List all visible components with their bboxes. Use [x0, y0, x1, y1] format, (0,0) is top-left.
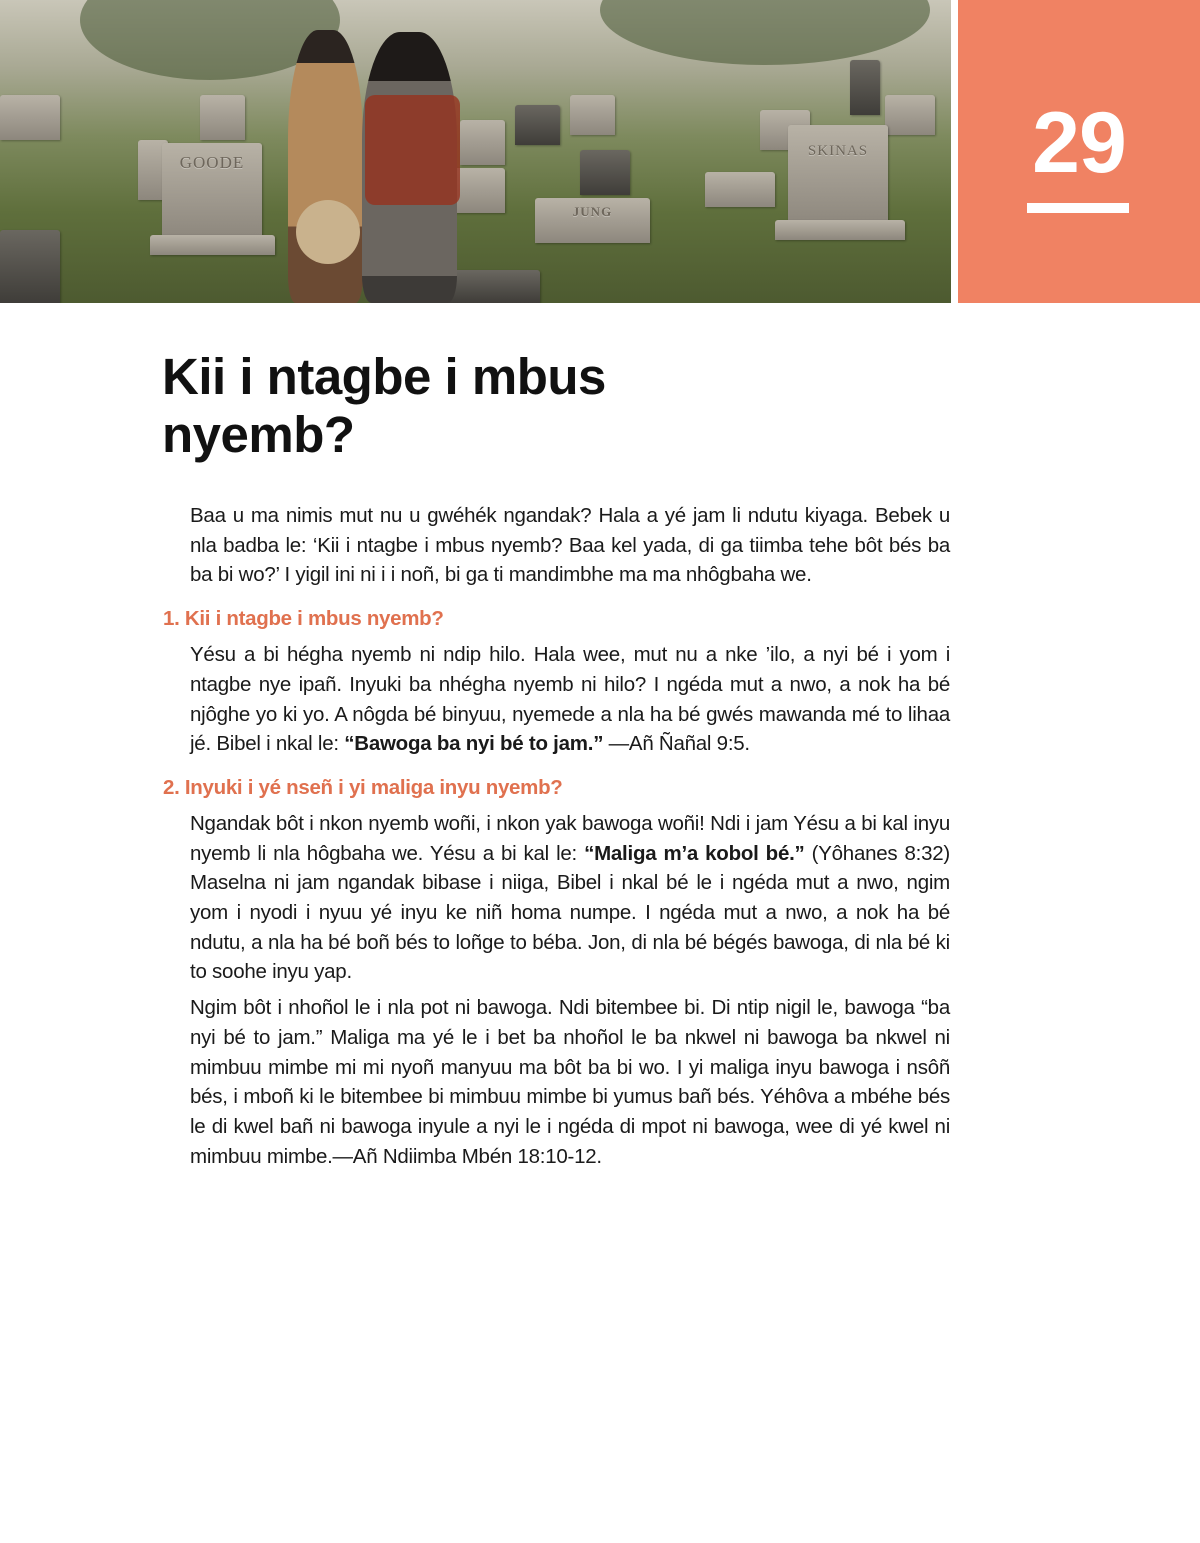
section-heading: 2. Inyuki i yé nseñ i yi maliga inyu nyemb?	[163, 775, 563, 799]
headstone	[200, 95, 245, 140]
headstone-goode	[162, 143, 262, 238]
red-shawl	[365, 95, 460, 205]
text: (Yôhanes 8:32) Maselna ni jam ngandak bibase i niiga, Bibel i nkal bé le i ngéda mut a nwo, ngim yom i nyodi i nyuu yé inyu ke niñ homa numpe. I ngéda mut a nwo, a nok ha bé ndutu, a nla ha bé boñ bés to loñge to béba. Jon, di nla bé bégés bawoga, di nla bé ki to soohe inyu yap.	[190, 841, 950, 984]
section-paragraph	[190, 640, 950, 759]
headstone-base	[775, 220, 905, 240]
headstone-base	[150, 235, 275, 255]
lesson-number-badge	[958, 0, 1200, 303]
text: Yésu a bi hégha nyemb ni ndip hilo. Hala wee, mut nu a nke ’ilo, a nyi bé i yom i ntagbe nye ipañ. Inyuki ba nhégha nyemb ni hilo? I ngéda mut a nwo, a nok ha bé njôghe yo ki yo. A nôgda bé binyuu, nyemede a nla ha bé gwés mawanda mé to lihaa jé. Bibel i nkal le:	[190, 643, 950, 756]
headstone	[570, 95, 615, 135]
scripture-reference[interactable]: —Añ Ñañal 9:5.	[603, 732, 750, 756]
text: Ngandak bôt i nkon nyemb woñi, i nkon yak bawoga woñi! Ndi i jam Yésu a bi kal inyu nyemb li nla hôgbaha we. Yésu a bi kal le:	[190, 811, 950, 865]
scripture-quote: “Maliga m’a kobol bé.”	[584, 841, 805, 865]
cover-photo-cemetery	[0, 0, 951, 303]
section-heading: 1. Kii i ntagbe i mbus nyemb?	[163, 607, 444, 631]
headstone	[580, 150, 630, 195]
headstone-skinas	[788, 125, 888, 225]
headstone-jung	[535, 198, 650, 243]
headstone	[850, 60, 880, 115]
hat	[296, 200, 360, 264]
headstone	[460, 120, 505, 165]
scripture-quote: “Bawoga ba nyi bé to jam.”	[344, 732, 604, 756]
intro-paragraph: Baa u ma nimis mut nu u gwéhék ngandak? Hala a yé jam li ndutu kiyaga. Bebek u nla badba le: ‘Kii i ntagbe i mbus nyemb? Baa kel yada, di ga tiimba tehe bôt bés ba ba bi wo?’ I yigil ini ni i i noñ, bi ga ti mandimbhe ma ma nhôgbaha we.	[190, 504, 950, 587]
page-title: Kii i ntagbe i mbus nyemb?	[162, 348, 606, 463]
section-paragraph: Ngim bôt i nhoñol le i nla pot ni bawoga. Ndi bitembee bi. Di ntip nigil le, bawoga “ba nyi bé to jam.” Maliga ma yé le i bet ba nhoñol le ba nkwel ni bawoga ba nkwel ni mimbuu mimbe mi mi nyoñ manyuu ma bôt ba bi wo. I yi maliga inyu bawoga i nsôñ bés, i mboñ ki le bitembee bi mimbuu mimbe bi yumus bañ bés. Yéhôva a mbéhe bés le di kwel bañ ni bawoga inyule a nyi le i ngéda di mpot ni bawoga, wee di yé kwel ni mimbuu mimbe.—Añ Ndiimba Mbén 18:10-12.	[190, 996, 950, 1168]
headstone	[0, 95, 60, 140]
lesson-number: 29	[1032, 95, 1126, 191]
section-paragraph	[190, 809, 950, 987]
headstone	[515, 105, 560, 145]
lesson-body	[163, 501, 950, 1177]
headstone	[885, 95, 935, 135]
stone-engraving-goode: GOODE	[179, 153, 245, 172]
headstone	[0, 230, 60, 303]
stone-engraving-skinas: SKINAS	[807, 143, 869, 159]
lesson-number-underline	[1027, 203, 1129, 213]
tree-foliage	[600, 0, 930, 65]
stone-engraving-jung: JUNG	[572, 204, 613, 219]
headstone	[705, 172, 775, 207]
